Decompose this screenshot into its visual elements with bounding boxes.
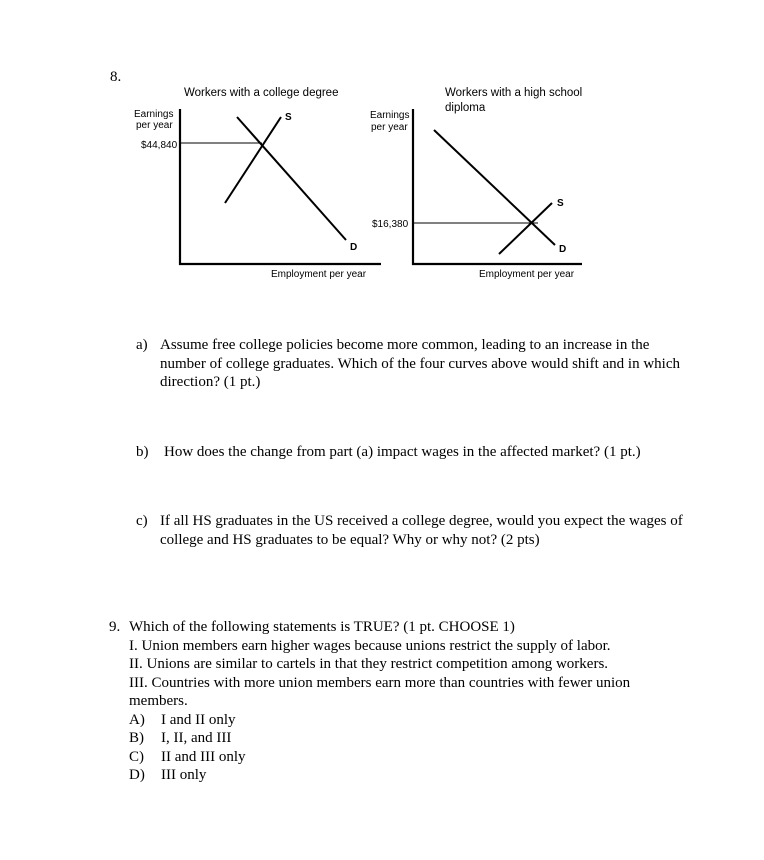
question-8-part-b (136, 443, 716, 462)
part-c-text: If all HS graduates in the US received a college degree, would you expect the wages of college and HS graduates to be equal? Why or why not? (2 pts) (160, 513, 683, 548)
graph1-y-label-line2: per year (136, 120, 173, 131)
option-b-text: I, II, and III (161, 730, 232, 746)
question-8-part-a (136, 336, 696, 392)
part-b-label: b) (136, 444, 149, 460)
statement-2: II. Unions are similar to cartels in that they restrict competition among workers. (129, 656, 609, 672)
question-8-part-c (136, 512, 696, 549)
graph-college-degree (134, 87, 381, 280)
graph2-supply-curve (499, 203, 552, 254)
option-c-text: II and III only (161, 748, 246, 765)
graph2-y-label-line2: per year (371, 122, 408, 133)
option-d-text: III only (161, 767, 207, 783)
graph1-value-label: $44,840 (141, 140, 178, 151)
graph1-demand-label: D (350, 242, 358, 253)
graph1-title: Workers with a college degree (184, 87, 339, 99)
option-c-letter: C) (129, 748, 144, 765)
question-9 (109, 618, 689, 785)
part-c-label: c) (136, 513, 148, 529)
part-a-text: Assume free college policies become more common, leading to an increase in the number of college graduates. Which of the four curves above would shift and in which direction? (1 pt.) (160, 337, 680, 390)
option-d-letter: D) (129, 767, 145, 783)
option-a-text: I and II only (161, 711, 236, 728)
graph2-y-label-line1: Earnings (370, 110, 410, 121)
graph1-supply-label: S (285, 112, 292, 123)
statement-3: III. Countries with more union members earn more than countries with fewer union members. (129, 674, 631, 709)
question-9-prompt: Which of the following statements is TRUE? (1 pt. CHOOSE 1) (129, 619, 515, 635)
graph2-supply-label: S (557, 198, 564, 209)
option-d (129, 766, 689, 785)
statement-1: I. Union members earn higher wages because unions restrict the supply of labor. (129, 637, 611, 654)
graph1-x-label: Employment per year (271, 269, 367, 280)
question-8-number: 8. (110, 69, 122, 85)
part-a-label: a) (136, 337, 148, 353)
graph2-title-line2: diploma (445, 102, 486, 114)
graph1-y-label-line1: Earnings (134, 109, 174, 120)
graph2-value-label: $16,380 (372, 219, 409, 230)
option-c (129, 748, 689, 767)
option-a (129, 711, 689, 730)
graph2-x-label: Employment per year (479, 269, 575, 280)
option-b (129, 729, 689, 748)
option-a-letter: A) (129, 711, 145, 728)
part-b-text: How does the change from part (a) impact wages in the affected market? (1 pt.) (164, 444, 641, 460)
graph1-demand-curve (237, 117, 346, 240)
graph2-demand-label: D (559, 244, 567, 255)
graph2-demand-curve (434, 130, 555, 245)
graph-high-school-diploma (370, 87, 582, 280)
question-9-number: 9. (109, 619, 121, 635)
graph2-title-line1: Workers with a high school (445, 87, 583, 99)
graph1-supply-curve (225, 117, 281, 203)
labor-market-graphs (0, 0, 764, 300)
option-b-letter: B) (129, 730, 144, 746)
